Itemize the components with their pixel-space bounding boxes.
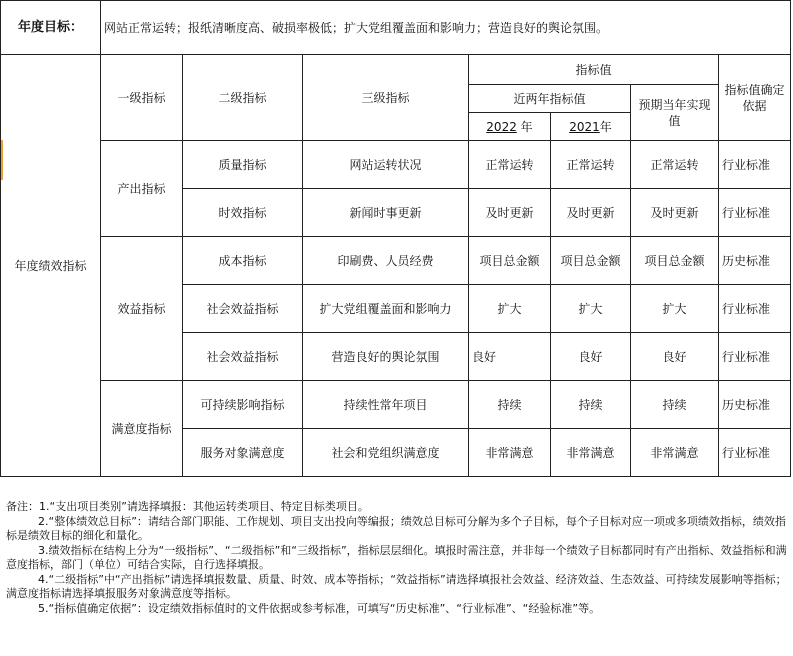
cell-basis[interactable]: 行业标准 — [719, 285, 791, 333]
cell-2022[interactable]: 及时更新 — [469, 189, 551, 237]
cell-expected[interactable]: 非常满意 — [631, 429, 719, 477]
cell-level2[interactable]: 服务对象满意度 — [183, 429, 303, 477]
header-level3[interactable]: 三级指标 — [303, 55, 469, 141]
year-2022-suffix: 年 — [520, 119, 533, 134]
cell-expected[interactable]: 良好 — [631, 333, 719, 381]
cell-expected[interactable]: 持续 — [631, 381, 719, 429]
header-expected-value[interactable]: 预期当年实现值 — [631, 85, 719, 141]
cell-basis[interactable]: 行业标准 — [719, 189, 791, 237]
cell-level2[interactable]: 可持续影响指标 — [183, 381, 303, 429]
cell-level2[interactable]: 社会效益指标 — [183, 333, 303, 381]
cell-level3[interactable]: 社会和党组织满意度 — [303, 429, 469, 477]
notes-section — [6, 500, 790, 616]
cell-level2[interactable]: 社会效益指标 — [183, 285, 303, 333]
year-2022-value: 2022 — [486, 119, 517, 134]
cell-level3[interactable]: 印刷费、人员经费 — [303, 237, 469, 285]
cell-2021[interactable]: 持续 — [551, 381, 631, 429]
cell-2022[interactable]: 非常满意 — [469, 429, 551, 477]
cell-expected[interactable]: 及时更新 — [631, 189, 719, 237]
header-indicator-value[interactable]: 指标值 — [469, 55, 719, 85]
note-3: 3.绩效指标在结构上分为“一级指标”、“二级指标”和“三级指标”，指标层层细化。填报时需注意，并非每一个绩效子目标都同时有产出指标、效益指标和满意度指标，部门（单位）可结合实际，自行选择填报。 — [6, 543, 787, 571]
note-1: 备注：1.“支出项目类别”请选择填报：其他运转类项目、特定目标类项目。 — [6, 500, 369, 513]
cell-expected[interactable]: 扩大 — [631, 285, 719, 333]
cell-expected[interactable]: 项目总金额 — [631, 237, 719, 285]
cell-2022[interactable]: 正常运转 — [469, 141, 551, 189]
year-2021-value: 2021 — [569, 119, 600, 134]
table-row — [1, 141, 791, 189]
annual-goal-row — [1, 1, 791, 55]
header-basis[interactable]: 指标值确定依据 — [719, 55, 791, 141]
note-4: 4.“二级指标”中“产出指标”请选择填报数量、质量、时效、成本等指标；“效益指标”请选择填报社会效益、经济效益、生态效益、可持续发展影响等指标；满意度指标请选择填报服务对象满意度等指标。 — [6, 572, 787, 600]
cell-level2[interactable]: 质量指标 — [183, 141, 303, 189]
cell-basis[interactable]: 历史标准 — [719, 381, 791, 429]
header-year-2022[interactable] — [469, 113, 551, 141]
cell-level3[interactable]: 营造良好的舆论氛围 — [303, 333, 469, 381]
cell-level3[interactable]: 网站运转状况 — [303, 141, 469, 189]
cell-level3[interactable]: 新闻时事更新 — [303, 189, 469, 237]
group-output[interactable]: 产出指标 — [101, 141, 183, 237]
table-row — [1, 381, 791, 429]
header-level1[interactable]: 一级指标 — [101, 55, 183, 141]
note-5: 5.“指标值确定依据”：设定绩效指标值时的文件依据或参考标准，可填写“历史标准”、“行业标准”、“经验标准”等。 — [38, 601, 601, 615]
cell-2022[interactable]: 良好 — [469, 333, 551, 381]
cell-2021[interactable]: 项目总金额 — [551, 237, 631, 285]
cell-2021[interactable]: 扩大 — [551, 285, 631, 333]
cell-2021[interactable]: 正常运转 — [551, 141, 631, 189]
cell-level3[interactable]: 持续性常年项目 — [303, 381, 469, 429]
cell-level2[interactable]: 成本指标 — [183, 237, 303, 285]
header-recent-two-years[interactable]: 近两年指标值 — [469, 85, 631, 113]
annual-goal-content[interactable]: 网站正常运转；报纸清晰度高、破损率极低；扩大党组覆盖面和影响力；营造良好的舆论氛围。 — [101, 1, 791, 55]
cell-level2[interactable]: 时效指标 — [183, 189, 303, 237]
year-2021-suffix: 年 — [599, 119, 612, 134]
cell-basis[interactable]: 行业标准 — [719, 333, 791, 381]
header-row-1 — [1, 55, 791, 85]
cell-2022[interactable]: 项目总金额 — [469, 237, 551, 285]
cell-basis[interactable]: 行业标准 — [719, 429, 791, 477]
cell-2021[interactable]: 及时更新 — [551, 189, 631, 237]
cell-2022[interactable]: 持续 — [469, 381, 551, 429]
cell-2022[interactable]: 扩大 — [469, 285, 551, 333]
cell-basis[interactable]: 历史标准 — [719, 237, 791, 285]
table-row — [1, 237, 791, 285]
cell-level3[interactable]: 扩大党组覆盖面和影响力 — [303, 285, 469, 333]
group-satisfaction[interactable]: 满意度指标 — [101, 381, 183, 477]
annual-indicators-label[interactable]: 年度绩效指标 — [1, 55, 101, 477]
cell-2021[interactable]: 非常满意 — [551, 429, 631, 477]
group-benefit[interactable]: 效益指标 — [101, 237, 183, 381]
header-level2[interactable]: 二级指标 — [183, 55, 303, 141]
cell-expected[interactable]: 正常运转 — [631, 141, 719, 189]
cell-2021[interactable]: 良好 — [551, 333, 631, 381]
header-year-2021[interactable] — [551, 113, 631, 141]
cell-basis[interactable]: 行业标准 — [719, 141, 791, 189]
annual-goal-label[interactable]: 年度目标： — [1, 1, 101, 55]
note-2: 2.“整体绩效总目标”：请结合部门职能、工作规划、项目支出投向等编报；绩效总目标可分解为多个子目标，每个子目标对应一项或多项绩效指标，绩效指标是绩效目标的细化和量化。 — [6, 514, 786, 542]
